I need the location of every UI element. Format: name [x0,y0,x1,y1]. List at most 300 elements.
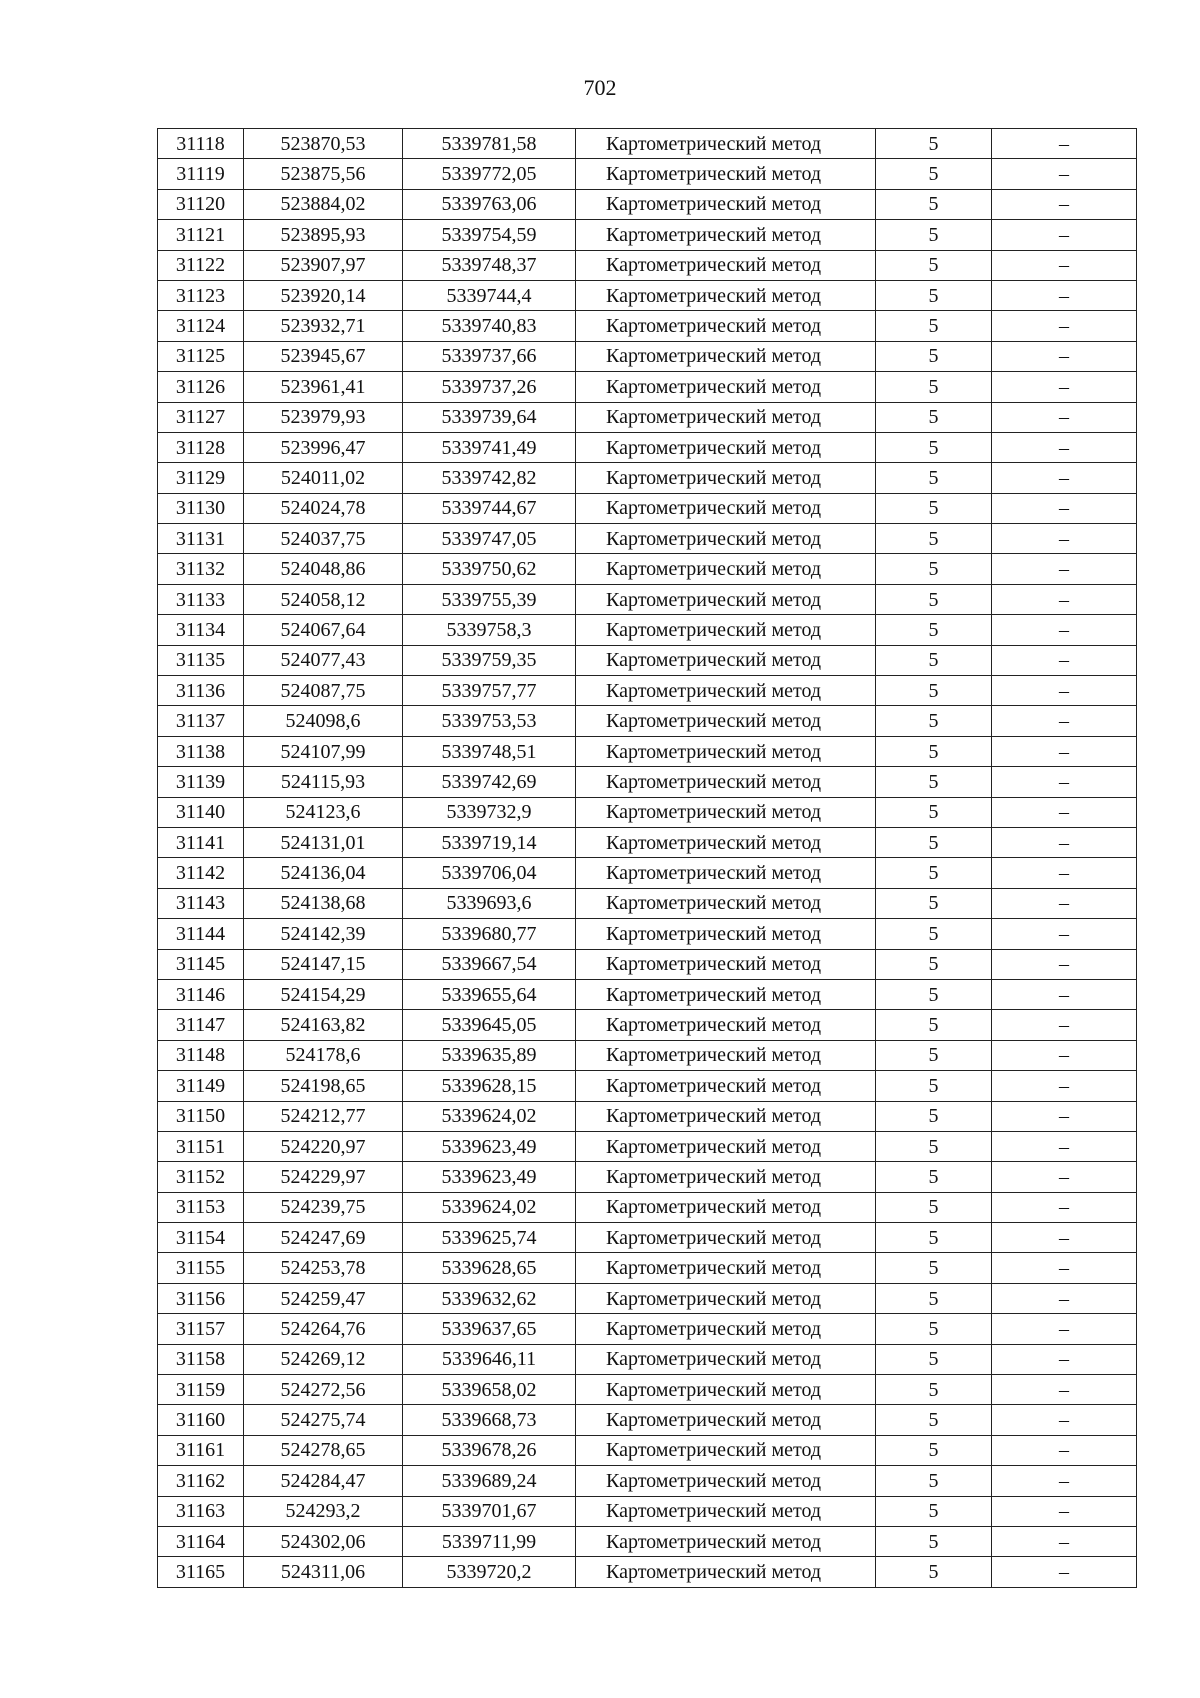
point-number-cell: 31133 [158,584,244,614]
x-coordinate-cell: 523875,56 [244,159,403,189]
description-cell: – [992,1405,1137,1435]
point-number-cell: 31156 [158,1283,244,1313]
table-row [158,919,1137,949]
table-row [158,1223,1137,1253]
description-cell: – [992,767,1137,797]
description-cell: – [992,979,1137,1009]
y-coordinate-cell: 5339758,3 [403,615,576,645]
description-cell: – [992,1162,1137,1192]
y-coordinate-cell: 5339757,77 [403,676,576,706]
x-coordinate-cell: 524275,74 [244,1405,403,1435]
x-coordinate-cell: 523932,71 [244,311,403,341]
point-number-cell: 31158 [158,1344,244,1374]
point-number-cell: 31157 [158,1314,244,1344]
table-row [158,311,1137,341]
point-number-cell: 31135 [158,645,244,675]
y-coordinate-cell: 5339701,67 [403,1496,576,1526]
accuracy-cell: 5 [876,341,992,371]
description-cell: – [992,554,1137,584]
point-number-cell: 31126 [158,372,244,402]
description-cell: – [992,493,1137,523]
table-row [158,402,1137,432]
accuracy-cell: 5 [876,402,992,432]
table-row [158,615,1137,645]
method-cell: Картометрический метод [576,949,876,979]
table-row [158,706,1137,736]
point-number-cell: 31142 [158,858,244,888]
x-coordinate-cell: 524302,06 [244,1526,403,1556]
accuracy-cell: 5 [876,1375,992,1405]
point-number-cell: 31122 [158,250,244,280]
y-coordinate-cell: 5339744,67 [403,493,576,523]
x-coordinate-cell: 524278,65 [244,1435,403,1465]
table-row [158,372,1137,402]
description-cell: – [992,676,1137,706]
method-cell: Картометрический метод [576,250,876,280]
method-cell: Картометрический метод [576,1101,876,1131]
description-cell: – [992,341,1137,371]
accuracy-cell: 5 [876,1040,992,1070]
x-coordinate-cell: 524293,2 [244,1496,403,1526]
accuracy-cell: 5 [876,1162,992,1192]
point-number-cell: 31161 [158,1435,244,1465]
accuracy-cell: 5 [876,1253,992,1283]
table-row [158,250,1137,280]
point-number-cell: 31146 [158,979,244,1009]
x-coordinate-cell: 524229,97 [244,1162,403,1192]
y-coordinate-cell: 5339741,49 [403,432,576,462]
description-cell: – [992,1314,1137,1344]
y-coordinate-cell: 5339744,4 [403,280,576,310]
x-coordinate-cell: 524024,78 [244,493,403,523]
accuracy-cell: 5 [876,554,992,584]
accuracy-cell: 5 [876,250,992,280]
method-cell: Картометрический метод [576,615,876,645]
table-row [158,1344,1137,1374]
description-cell: – [992,220,1137,250]
table-row [158,1131,1137,1161]
accuracy-cell: 5 [876,888,992,918]
x-coordinate-cell: 524115,93 [244,767,403,797]
table-row [158,827,1137,857]
accuracy-cell: 5 [876,524,992,554]
description-cell: – [992,129,1137,159]
x-coordinate-cell: 524131,01 [244,827,403,857]
method-cell: Картометрический метод [576,341,876,371]
accuracy-cell: 5 [876,1435,992,1465]
method-cell: Картометрический метод [576,1071,876,1101]
y-coordinate-cell: 5339748,37 [403,250,576,280]
table-row [158,493,1137,523]
y-coordinate-cell: 5339740,83 [403,311,576,341]
method-cell: Картометрический метод [576,493,876,523]
table-row [158,645,1137,675]
y-coordinate-cell: 5339628,65 [403,1253,576,1283]
y-coordinate-cell: 5339624,02 [403,1101,576,1131]
accuracy-cell: 5 [876,280,992,310]
x-coordinate-cell: 524087,75 [244,676,403,706]
method-cell: Картометрический метод [576,1375,876,1405]
x-coordinate-cell: 523920,14 [244,280,403,310]
table-row [158,1101,1137,1131]
y-coordinate-cell: 5339632,62 [403,1283,576,1313]
accuracy-cell: 5 [876,463,992,493]
x-coordinate-cell: 523979,93 [244,402,403,432]
description-cell: – [992,584,1137,614]
point-number-cell: 31148 [158,1040,244,1070]
method-cell: Картометрический метод [576,676,876,706]
x-coordinate-cell: 524136,04 [244,858,403,888]
x-coordinate-cell: 523996,47 [244,432,403,462]
accuracy-cell: 5 [876,1071,992,1101]
table-row [158,1496,1137,1526]
y-coordinate-cell: 5339628,15 [403,1071,576,1101]
description-cell: – [992,1192,1137,1222]
table-row [158,432,1137,462]
point-number-cell: 31147 [158,1010,244,1040]
method-cell: Картометрический метод [576,858,876,888]
method-cell: Картометрический метод [576,645,876,675]
method-cell: Картометрический метод [576,888,876,918]
table-row [158,1405,1137,1435]
table-row [158,1557,1137,1587]
y-coordinate-cell: 5339637,65 [403,1314,576,1344]
accuracy-cell: 5 [876,1192,992,1222]
accuracy-cell: 5 [876,432,992,462]
description-cell: – [992,1435,1137,1465]
method-cell: Картометрический метод [576,159,876,189]
description-cell: – [992,250,1137,280]
point-number-cell: 31119 [158,159,244,189]
method-cell: Картометрический метод [576,1192,876,1222]
method-cell: Картометрический метод [576,463,876,493]
coordinates-table [157,128,1137,1588]
accuracy-cell: 5 [876,949,992,979]
table-row [158,858,1137,888]
y-coordinate-cell: 5339763,06 [403,189,576,219]
accuracy-cell: 5 [876,1223,992,1253]
point-number-cell: 31163 [158,1496,244,1526]
table-row [158,767,1137,797]
x-coordinate-cell: 524198,65 [244,1071,403,1101]
method-cell: Картометрический метод [576,189,876,219]
method-cell: Картометрический метод [576,979,876,1009]
accuracy-cell: 5 [876,1010,992,1040]
description-cell: – [992,524,1137,554]
accuracy-cell: 5 [876,1557,992,1587]
description-cell: – [992,1375,1137,1405]
x-coordinate-cell: 524269,12 [244,1344,403,1374]
y-coordinate-cell: 5339624,02 [403,1192,576,1222]
method-cell: Картометрический метод [576,402,876,432]
accuracy-cell: 5 [876,159,992,189]
point-number-cell: 31150 [158,1101,244,1131]
point-number-cell: 31165 [158,1557,244,1587]
table-row [158,1435,1137,1465]
y-coordinate-cell: 5339623,49 [403,1162,576,1192]
table-row [158,676,1137,706]
table-row [158,584,1137,614]
point-number-cell: 31159 [158,1375,244,1405]
point-number-cell: 31140 [158,797,244,827]
x-coordinate-cell: 524048,86 [244,554,403,584]
accuracy-cell: 5 [876,189,992,219]
description-cell: – [992,736,1137,766]
table-row [158,888,1137,918]
point-number-cell: 31153 [158,1192,244,1222]
description-cell: – [992,919,1137,949]
page-number: 702 [583,75,617,100]
description-cell: – [992,1526,1137,1556]
table-row [158,1526,1137,1556]
method-cell: Картометрический метод [576,706,876,736]
y-coordinate-cell: 5339680,77 [403,919,576,949]
point-number-cell: 31127 [158,402,244,432]
y-coordinate-cell: 5339711,99 [403,1526,576,1556]
description-cell: – [992,1283,1137,1313]
y-coordinate-cell: 5339737,26 [403,372,576,402]
table-row [158,280,1137,310]
y-coordinate-cell: 5339645,05 [403,1010,576,1040]
accuracy-cell: 5 [876,858,992,888]
y-coordinate-cell: 5339759,35 [403,645,576,675]
x-coordinate-cell: 524163,82 [244,1010,403,1040]
x-coordinate-cell: 524253,78 [244,1253,403,1283]
accuracy-cell: 5 [876,1405,992,1435]
x-coordinate-cell: 524098,6 [244,706,403,736]
accuracy-cell: 5 [876,1466,992,1496]
accuracy-cell: 5 [876,1101,992,1131]
method-cell: Картометрический метод [576,1496,876,1526]
table-row [158,1040,1137,1070]
x-coordinate-cell: 523907,97 [244,250,403,280]
point-number-cell: 31154 [158,1223,244,1253]
y-coordinate-cell: 5339678,26 [403,1435,576,1465]
description-cell: – [992,1253,1137,1283]
table-row [158,1162,1137,1192]
method-cell: Картометрический метод [576,1557,876,1587]
table-row [158,524,1137,554]
x-coordinate-cell: 524264,76 [244,1314,403,1344]
method-cell: Картометрический метод [576,797,876,827]
description-cell: – [992,189,1137,219]
description-cell: – [992,1010,1137,1040]
y-coordinate-cell: 5339750,62 [403,554,576,584]
y-coordinate-cell: 5339667,54 [403,949,576,979]
description-cell: – [992,1466,1137,1496]
method-cell: Картометрический метод [576,280,876,310]
method-cell: Картометрический метод [576,1223,876,1253]
point-number-cell: 31129 [158,463,244,493]
x-coordinate-cell: 524058,12 [244,584,403,614]
accuracy-cell: 5 [876,584,992,614]
y-coordinate-cell: 5339720,2 [403,1557,576,1587]
description-cell: – [992,1040,1137,1070]
method-cell: Картометрический метод [576,1344,876,1374]
method-cell: Картометрический метод [576,1162,876,1192]
description-cell: – [992,280,1137,310]
table-row [158,736,1137,766]
method-cell: Картометрический метод [576,1010,876,1040]
x-coordinate-cell: 523884,02 [244,189,403,219]
accuracy-cell: 5 [876,979,992,1009]
point-number-cell: 31137 [158,706,244,736]
method-cell: Картометрический метод [576,1466,876,1496]
table-row [158,1071,1137,1101]
x-coordinate-cell: 524259,47 [244,1283,403,1313]
method-cell: Картометрический метод [576,1040,876,1070]
point-number-cell: 31138 [158,736,244,766]
point-number-cell: 31160 [158,1405,244,1435]
method-cell: Картометрический метод [576,1526,876,1556]
table-row [158,129,1137,159]
accuracy-cell: 5 [876,615,992,645]
description-cell: – [992,402,1137,432]
point-number-cell: 31164 [158,1526,244,1556]
point-number-cell: 31162 [158,1466,244,1496]
x-coordinate-cell: 524212,77 [244,1101,403,1131]
x-coordinate-cell: 524142,39 [244,919,403,949]
table-row [158,797,1137,827]
method-cell: Картометрический метод [576,1283,876,1313]
y-coordinate-cell: 5339625,74 [403,1223,576,1253]
accuracy-cell: 5 [876,372,992,402]
method-cell: Картометрический метод [576,827,876,857]
accuracy-cell: 5 [876,676,992,706]
accuracy-cell: 5 [876,1131,992,1161]
description-cell: – [992,1101,1137,1131]
method-cell: Картометрический метод [576,1253,876,1283]
description-cell: – [992,1496,1137,1526]
point-number-cell: 31132 [158,554,244,584]
point-number-cell: 31141 [158,827,244,857]
table-row [158,1375,1137,1405]
x-coordinate-cell: 524067,64 [244,615,403,645]
accuracy-cell: 5 [876,919,992,949]
x-coordinate-cell: 524247,69 [244,1223,403,1253]
accuracy-cell: 5 [876,736,992,766]
point-number-cell: 31149 [158,1071,244,1101]
y-coordinate-cell: 5339737,66 [403,341,576,371]
y-coordinate-cell: 5339747,05 [403,524,576,554]
x-coordinate-cell: 524220,97 [244,1131,403,1161]
description-cell: – [992,1557,1137,1587]
y-coordinate-cell: 5339658,02 [403,1375,576,1405]
y-coordinate-cell: 5339646,11 [403,1344,576,1374]
table-row [158,949,1137,979]
point-number-cell: 31151 [158,1131,244,1161]
description-cell: – [992,858,1137,888]
x-coordinate-cell: 523961,41 [244,372,403,402]
method-cell: Картометрический метод [576,1405,876,1435]
x-coordinate-cell: 524123,6 [244,797,403,827]
table-row [158,1466,1137,1496]
coordinates-table-body [158,129,1137,1588]
point-number-cell: 31124 [158,311,244,341]
point-number-cell: 31131 [158,524,244,554]
x-coordinate-cell: 524239,75 [244,1192,403,1222]
point-number-cell: 31130 [158,493,244,523]
table-row [158,979,1137,1009]
x-coordinate-cell: 524037,75 [244,524,403,554]
accuracy-cell: 5 [876,1314,992,1344]
point-number-cell: 31155 [158,1253,244,1283]
table-row [158,1314,1137,1344]
y-coordinate-cell: 5339635,89 [403,1040,576,1070]
method-cell: Картометрический метод [576,220,876,250]
description-cell: – [992,432,1137,462]
table-row [158,1253,1137,1283]
y-coordinate-cell: 5339689,24 [403,1466,576,1496]
x-coordinate-cell: 523895,93 [244,220,403,250]
y-coordinate-cell: 5339754,59 [403,220,576,250]
description-cell: – [992,372,1137,402]
description-cell: – [992,827,1137,857]
description-cell: – [992,159,1137,189]
accuracy-cell: 5 [876,1344,992,1374]
accuracy-cell: 5 [876,1283,992,1313]
description-cell: – [992,706,1137,736]
method-cell: Картометрический метод [576,767,876,797]
table-row [158,554,1137,584]
point-number-cell: 31139 [158,767,244,797]
method-cell: Картометрический метод [576,524,876,554]
point-number-cell: 31145 [158,949,244,979]
method-cell: Картометрический метод [576,1131,876,1161]
point-number-cell: 31134 [158,615,244,645]
x-coordinate-cell: 523945,67 [244,341,403,371]
accuracy-cell: 5 [876,706,992,736]
x-coordinate-cell: 524147,15 [244,949,403,979]
y-coordinate-cell: 5339755,39 [403,584,576,614]
x-coordinate-cell: 524138,68 [244,888,403,918]
point-number-cell: 31143 [158,888,244,918]
method-cell: Картометрический метод [576,129,876,159]
description-cell: – [992,888,1137,918]
method-cell: Картометрический метод [576,432,876,462]
description-cell: – [992,645,1137,675]
y-coordinate-cell: 5339739,64 [403,402,576,432]
x-coordinate-cell: 523870,53 [244,129,403,159]
table-row [158,189,1137,219]
accuracy-cell: 5 [876,1526,992,1556]
accuracy-cell: 5 [876,767,992,797]
accuracy-cell: 5 [876,797,992,827]
method-cell: Картометрический метод [576,1314,876,1344]
accuracy-cell: 5 [876,311,992,341]
description-cell: – [992,311,1137,341]
point-number-cell: 31121 [158,220,244,250]
method-cell: Картометрический метод [576,554,876,584]
y-coordinate-cell: 5339668,73 [403,1405,576,1435]
description-cell: – [992,615,1137,645]
y-coordinate-cell: 5339742,69 [403,767,576,797]
x-coordinate-cell: 524011,02 [244,463,403,493]
table-row [158,341,1137,371]
y-coordinate-cell: 5339732,9 [403,797,576,827]
method-cell: Картометрический метод [576,736,876,766]
y-coordinate-cell: 5339753,53 [403,706,576,736]
table-row [158,159,1137,189]
y-coordinate-cell: 5339706,04 [403,858,576,888]
x-coordinate-cell: 524284,47 [244,1466,403,1496]
x-coordinate-cell: 524077,43 [244,645,403,675]
description-cell: – [992,1344,1137,1374]
table-row [158,1192,1137,1222]
accuracy-cell: 5 [876,1496,992,1526]
y-coordinate-cell: 5339772,05 [403,159,576,189]
description-cell: – [992,797,1137,827]
